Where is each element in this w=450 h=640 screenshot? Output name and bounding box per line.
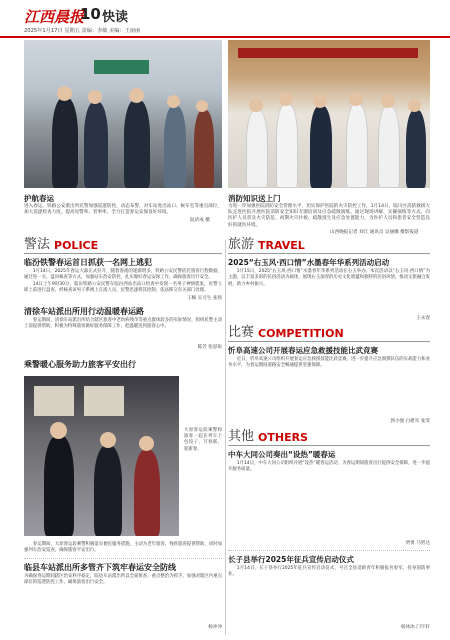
section-rule: [228, 445, 430, 446]
section-police: [24, 236, 98, 252]
section-travel: 旅游 TRAVEL: [228, 237, 305, 252]
station-sign: [94, 60, 149, 74]
article-title: 中车大同公司奏出“设热”暖春运: [228, 450, 336, 459]
photo-fire-safety: [228, 40, 430, 188]
article-body: 春运期间，清徐车站派出所结合辖区旅客中老幼病残孕等重点群体较多的实际情况，组织民警主动上前提供帮助，积极为特殊旅客做好服务保障工作，把温暖送到旅客心中。: [24, 318, 222, 330]
article-byline: 王永春: [416, 316, 430, 321]
newspaper-logo: 江西晨报: [24, 8, 85, 26]
section-label-en: POLICE: [54, 239, 99, 252]
article-title: 临县车站派出所多管齐下筑牢春运安全防线: [24, 563, 176, 572]
article-body: 1月14日，2025年春运大幕正式拉开，随着客流的逐渐增多，铁路公安民警依托旅客行程数据，通过进一关、盘问核查等方式，加强站车治安防控，扎实做好春运安保工作，确保旅客出行安全。 14日上午9时30分，临汾铁路公安民警在临汾西站出站口检查中发现一名男子神情慌张，民警立即上前进行盘查，经核查该男子系网上在逃人员，民警迅速将其控制，依法移交有关部门处理。: [24, 269, 222, 293]
page-number: 10: [80, 5, 101, 23]
article-byline: 贾勇 马智达: [405, 541, 430, 546]
section-competition: 比赛 COMPETITION: [228, 325, 344, 340]
article-byline: 王楠 实习生 张扬: [186, 296, 222, 301]
section-rule: [24, 253, 222, 254]
photo2-title: 消防知识送上门: [228, 194, 281, 203]
photo2-caption: 为进一步加强医院消防安全管理水平，切实保护医院的火灾防控工作，1月14日，临川区消防救援大队走进医院开展医院消防安全知识专题培训及应急疏散演练，通过现场讲解、实操演练等方式，向医护人员普及火灾防范、初期火灾扑救、疏散逃生及应急处置能力，为医护人员和患者安全营造良好的就医环境。: [228, 204, 430, 228]
photo1-credit: 阮济成 摄: [190, 218, 210, 223]
photo3-caption: 大原客运段乘警和旅客一起在列车上包饺子、写春联、迎新春。: [184, 428, 222, 452]
photo2-credit: 山西晚报记者 刘江 通讯员 吴丽娜 摄影报道: [330, 230, 419, 235]
section-rule: [228, 253, 430, 254]
section-rule: [228, 341, 430, 342]
article-title: 乘警暖心服务助力旅客平安出行: [24, 360, 136, 369]
article-body: 春运期间，大原客运段乘警积极落实便民服务措施，主动为老年旅客、残疾旅客提供帮助，同时加强列车治安巡查，确保旅客平安出行。: [24, 542, 222, 554]
article-title: 忻阜高速公司开展春运应急救援技能比武竞赛: [228, 346, 378, 355]
photo1-title: 护航春运: [24, 194, 54, 203]
photo-train-police: [24, 376, 179, 536]
masthead: [0, 0, 450, 38]
section-label-cn: 警法: [24, 237, 51, 252]
article-byline: 杨冰冰 门宇轩: [400, 625, 430, 630]
column-divider: [225, 240, 226, 635]
article-byline: 杨冲冲: [208, 625, 222, 630]
divider: [24, 558, 222, 559]
article-body: 1月15日，2025“右玉风·西口情”水墨春年华系列活动在右玉举办。本次活动以“右玉风·西口情”为主题，以丰富多彩的民俗活动为载体，展现右玉深厚的历史文化底蕴和独特的民俗风情，推动文旅融合发展，助力乡村振兴。: [228, 269, 430, 287]
article-title: 临汾铁警春运首日抓获一名网上逃犯: [24, 258, 152, 267]
article-body: 1月14日，中车大同公司组织开展“设热”暖春运活动，为春运期间旅客出行提供安全保障，进一步提升服务质量。: [228, 461, 430, 473]
divider: [228, 550, 430, 551]
section-title: 快读: [102, 10, 129, 25]
article-body: 近日，忻阜高速公司组织开展春运应急救援技能比武竞赛，进一步提升应急救援队伍的实战能力和业务水平，为春运期间道路安全畅通提供坚强保障。: [228, 357, 430, 369]
dateline: 2025年1月17日 星期五 责编：李敏 美编：王丽丽: [24, 28, 141, 34]
article-title: 长子县举行2025年征兵宣传启动仪式: [228, 555, 354, 564]
article-body: 为确保春运期间辖区治安秩序稳定，临县车站派出所以全面排查、重点整治为抓手，加强对辖区内重点部位的巡逻防控工作，确保旅客出行安全。: [24, 574, 222, 586]
article-body: 1月14日，长子县举行2025年征兵宣传启动仪式，号召全县适龄青年积极报名参军，投身国防事业。: [228, 566, 430, 578]
section-others: 其他 OTHERS: [228, 429, 308, 444]
photo-police-patrol: [24, 40, 222, 188]
article-title: 2025“右玉风·西口情”水墨春年华系列活动启动: [228, 258, 390, 267]
article-byline: 郭小强 白建军 张雯: [390, 419, 430, 424]
article-title: 清徐车站派出所用行动温暖春运路: [24, 307, 144, 316]
photo1-caption: 进入春运，铁路公安派出所民警加强巡逻防控，动态布警，对车站进出站口、候车室等重点部位，加大巡逻检查力度，提高见警率、管事率，全力打造春运安保良好环境。: [24, 204, 222, 216]
banner: [238, 48, 418, 58]
article-byline: 陈芳 张思锐: [197, 345, 222, 350]
